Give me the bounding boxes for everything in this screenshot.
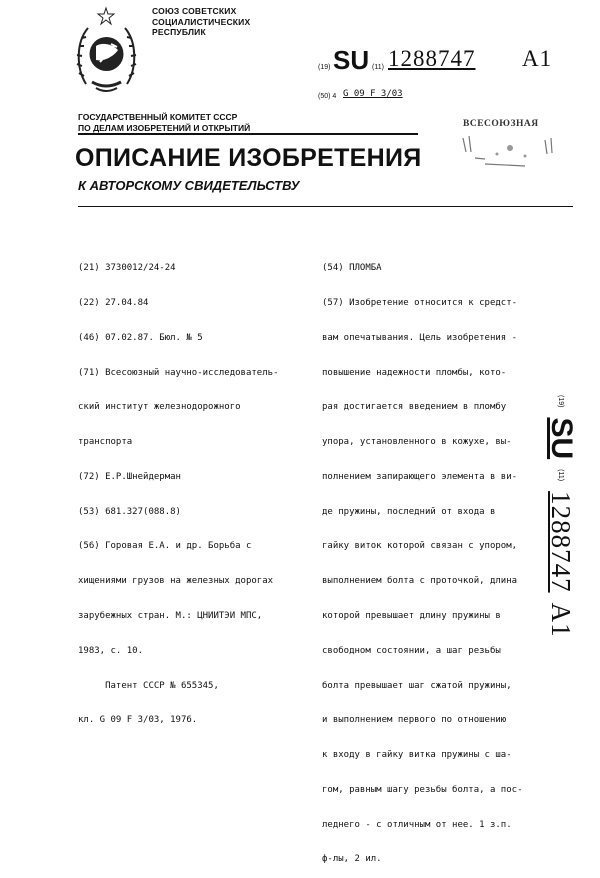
union-line-3: РЕСПУБЛИК xyxy=(152,27,206,37)
union-line-2: СОЦИАЛИСТИЧЕСКИХ xyxy=(152,16,251,27)
abstract-line: и выполнением первого по отношению xyxy=(322,715,507,726)
biblio-line: 1983, с. 10. xyxy=(78,645,144,656)
abstract-line: леднего - с отличным от нее. 1 з.п. xyxy=(322,819,512,830)
abstract-line: гом, равным шагу резьбы болта, а пос- xyxy=(322,784,523,795)
divider-bottom xyxy=(78,206,573,207)
biblio-line: (71) Всесоюзный научно-исследователь- xyxy=(78,367,279,378)
committee-line-1: ГОСУДАРСТВЕННЫЙ КОМИТЕТ СССР xyxy=(78,112,238,122)
code-50: (50) 4 xyxy=(318,93,337,100)
abstract-line: полнением запирающего элемента в ви- xyxy=(322,471,518,482)
divider-top xyxy=(78,133,418,135)
code-11: (11) xyxy=(372,64,384,71)
biblio-line: (22) 27.04.84 xyxy=(78,297,149,308)
library-stamp xyxy=(455,132,565,178)
side-country-code: SU xyxy=(545,417,578,460)
library-stamp-label: ВСЕСОЮЗНАЯ xyxy=(463,119,539,129)
biblio-line: кл. G 09 F 3/03, 1976. xyxy=(78,715,198,726)
biblio-line: (46) 07.02.87. Бюл. № 5 xyxy=(78,332,203,343)
abstract-line: выполнением болта с проточкой, длина xyxy=(322,576,518,587)
abstract-line: гайку виток которой связан с упором, xyxy=(322,541,518,552)
document-subtitle: К АВТОРСКОМУ СВИДЕТЕЛЬСТВУ xyxy=(78,178,300,193)
abstract-line: повышение надежности пломбы, кото- xyxy=(322,367,507,378)
biblio-line: (56) Горовая Е.А. и др. Борьба с xyxy=(78,541,252,552)
abstract-line: к входу в гайку витка пружины с ша- xyxy=(322,750,512,761)
side-patent-number xyxy=(545,395,578,660)
side-kind-code: A1 xyxy=(546,602,577,638)
abstract xyxy=(322,240,562,878)
abstract-line: свободном состоянии, а шаг резьбы xyxy=(322,645,501,656)
union-name xyxy=(152,6,250,38)
biblio-line: Патент СССР № 655345, xyxy=(78,680,219,691)
biblio-line: (72) Е.Р.Шнейдерман xyxy=(78,471,181,482)
committee-name xyxy=(78,112,250,133)
ipc-class: G 09 F 3/03 xyxy=(343,89,403,99)
side-code-11: (11) xyxy=(557,469,565,482)
biblio-line: зарубежных стран. М.: ЦНИИТЭИ МПС, xyxy=(78,611,263,621)
abstract-line: болта превышает шаг сжатой пружины, xyxy=(322,680,512,691)
biblio-line: (21) 3730012/24-24 xyxy=(78,263,176,274)
code-19: (19) xyxy=(318,64,331,71)
country-code: SU xyxy=(333,45,370,75)
abstract-line: ф-лы, 2 ил. xyxy=(322,854,382,865)
abstract-line: вам опечатывания. Цель изобретения - xyxy=(322,332,518,343)
side-code-19: (19) xyxy=(557,395,565,408)
biblio-line: ский институт железнодорожного xyxy=(78,402,241,413)
side-number: 1288747 xyxy=(546,491,577,593)
ussr-emblem xyxy=(74,6,139,96)
abstract-line: которой превышает длину пружины в xyxy=(322,611,501,621)
abstract-line: упора, установленного в кожухе, вы- xyxy=(322,437,512,448)
patent-number: 1288747 xyxy=(388,46,476,71)
abstract-line: (54) ПЛОМБА xyxy=(322,263,382,274)
union-line-1: СОЮЗ СОВЕТСКИХ xyxy=(152,6,237,16)
biblio-line: транспорта xyxy=(78,437,133,448)
bibliographic-data xyxy=(78,240,318,739)
committee-line-2: ПО ДЕЛАМ ИЗОБРЕТЕНИЙ И ОТКРЫТИЙ xyxy=(78,122,251,133)
abstract-line: рая достигается введением в пломбу xyxy=(322,402,507,413)
biblio-line: (53) 681.327(088.8) xyxy=(78,506,181,517)
abstract-line: (57) Изобретение относится к средст- xyxy=(322,297,518,308)
kind-code: A1 xyxy=(522,46,553,71)
biblio-line: хищениями грузов на железных дорогах xyxy=(78,576,274,587)
abstract-line: де пружины, последний от входа в xyxy=(322,506,496,517)
document-title: ОПИСАНИЕ ИЗОБРЕТЕНИЯ xyxy=(75,144,422,172)
